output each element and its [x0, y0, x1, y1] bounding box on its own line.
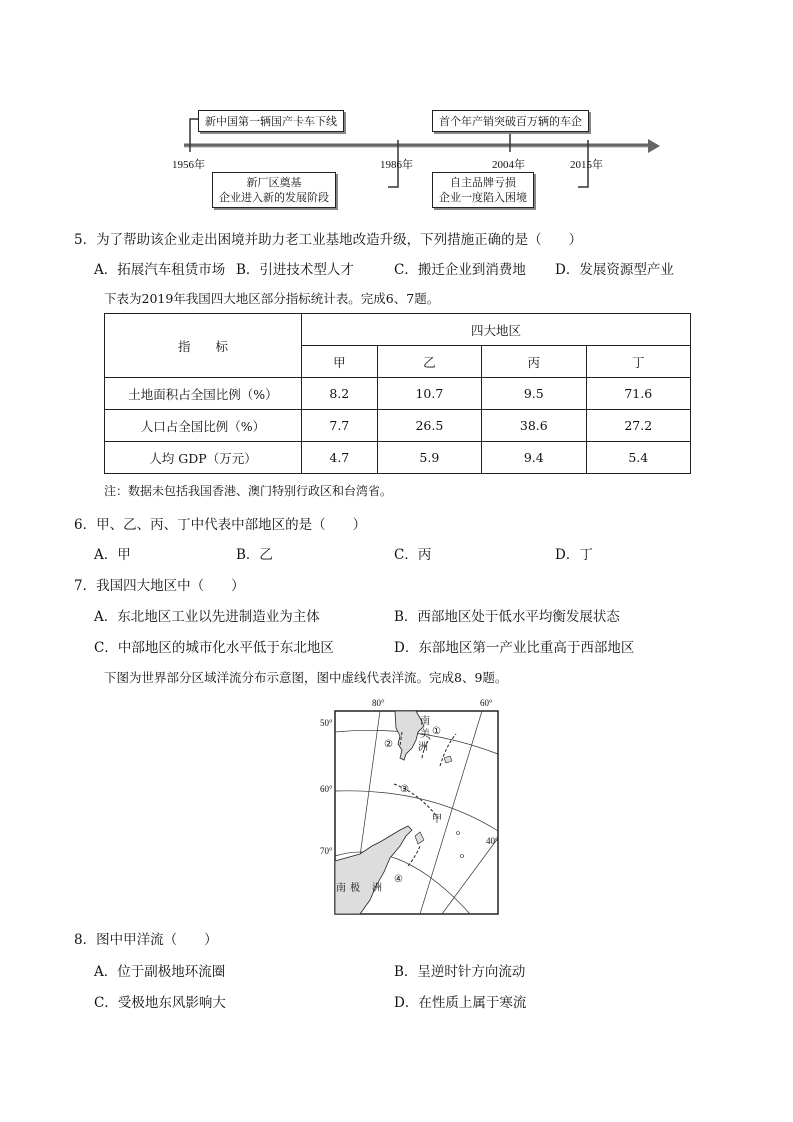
- table-region-header: 甲: [302, 346, 378, 378]
- timeline-event-1956: 新中国第一辆国产卡车下线: [198, 110, 344, 132]
- question-6-option-b[interactable]: B．乙: [236, 547, 273, 563]
- table-row-label: 人均 GDP（万元）: [105, 442, 302, 474]
- timeline-event-2004: 首个年产销突破百万辆的车企: [432, 110, 589, 132]
- question-5-option-c[interactable]: C．搬迁企业到消费地: [394, 262, 526, 278]
- question-8-stem: 8．图中甲洋流（ ）: [74, 932, 218, 948]
- table-cell: 8.2: [302, 378, 378, 410]
- timeline-event-2015-line2: 企业一度陷入困境: [439, 191, 527, 204]
- table-cell: 27.2: [586, 410, 690, 442]
- table-row: [105, 410, 691, 442]
- intro-questions-8-9: 下图为世界部分区域洋流分布示意图，图中虚线代表洋流。完成8、9题。: [104, 670, 508, 685]
- ocean-current-map-drawing: [320, 696, 510, 916]
- map-region-label: 极: [350, 883, 360, 894]
- region-stats-table: [104, 313, 691, 474]
- timeline-event-2015: [432, 172, 534, 208]
- map-current-label: ③: [400, 784, 409, 795]
- map-current-label: ④: [394, 874, 403, 885]
- table-group-header: 四大地区: [302, 314, 691, 346]
- table-cell: 7.7: [302, 410, 378, 442]
- question-6-option-a[interactable]: A．甲: [94, 547, 131, 563]
- question-7-option-a[interactable]: A．东北地区工业以先进制造业为主体: [94, 609, 320, 625]
- timeline-event-2015-line1: 自主品牌亏损: [450, 176, 516, 189]
- map-region-label: 洲: [372, 883, 382, 894]
- timeline-event-1986-line2: 企业进入新的发展阶段: [219, 191, 329, 204]
- timeline-event-1986-line1: 新厂区奠基: [246, 176, 302, 189]
- table-cell: 5.9: [377, 442, 481, 474]
- question-7-option-c[interactable]: C．中部地区的城市化水平低于东北地区: [94, 640, 334, 656]
- table-cell: 5.4: [586, 442, 690, 474]
- question-7-stem: 7．我国四大地区中（ ）: [74, 578, 245, 594]
- table-cell: 4.7: [302, 442, 378, 474]
- question-6-stem: 6．甲、乙、丙、丁中代表中部地区的是（ ）: [74, 517, 367, 533]
- table-cell: 9.4: [482, 442, 586, 474]
- table-row: [105, 442, 691, 474]
- timeline-year-2015: 2015年: [570, 159, 603, 171]
- intro-questions-6-7: 下表为2019年我国四大地区部分指标统计表。完成6、7题。: [104, 291, 440, 306]
- map-region-label: 美: [420, 729, 430, 740]
- question-5-option-b[interactable]: B．引进技术型人才: [236, 262, 354, 278]
- map-current-label: ②: [384, 739, 393, 750]
- timeline-year-1986: 1986年: [380, 159, 413, 171]
- table-region-header: 丙: [482, 346, 586, 378]
- question-5-option-d[interactable]: D．发展资源型产业: [555, 262, 674, 278]
- table-cell: 9.5: [482, 378, 586, 410]
- table-row-label: 土地面积占全国比例（%）: [105, 378, 302, 410]
- table-region-header: 丁: [586, 346, 690, 378]
- table-note: 注：数据未包括我国香港、澳门特别行政区和台湾省。: [104, 484, 393, 498]
- ocean-current-map: [320, 696, 510, 916]
- table-cell: 71.6: [586, 378, 690, 410]
- map-region-label: 南: [336, 883, 346, 894]
- question-7-option-d[interactable]: D．东部地区第一产业比重高于西部地区: [394, 640, 635, 656]
- table-row: [105, 378, 691, 410]
- table-region-header: 乙: [377, 346, 481, 378]
- map-lat-label: 70°: [320, 846, 333, 856]
- question-5-option-a[interactable]: A．拓展汽车租赁市场: [94, 262, 226, 278]
- table-cell: 10.7: [377, 378, 481, 410]
- map-lon-label: 80°: [372, 698, 385, 708]
- map-lon-label: 60°: [480, 698, 493, 708]
- map-region-label: 南: [420, 716, 430, 727]
- question-7-option-b[interactable]: B．西部地区处于低水平均衡发展状态: [394, 609, 620, 625]
- question-8-option-a[interactable]: A．位于副极地环流圈: [94, 964, 226, 980]
- table-cell: 38.6: [482, 410, 586, 442]
- table-row-label: 人口占全国比例（%）: [105, 410, 302, 442]
- question-6-option-c[interactable]: C．丙: [394, 547, 432, 563]
- timeline-year-2004: 2004年: [492, 159, 525, 171]
- map-lat-label: 50°: [320, 718, 333, 728]
- question-8-option-c[interactable]: C．受极地东风影响大: [94, 995, 226, 1011]
- map-current-a-label: 甲: [432, 814, 442, 825]
- map-lon-label: 40°: [486, 836, 499, 846]
- map-region-label: 洲: [418, 742, 428, 753]
- timeline-year-1956: 1956年: [172, 159, 205, 171]
- timeline-event-1986: [212, 172, 336, 208]
- question-8-option-d[interactable]: D．在性质上属于寒流: [394, 995, 527, 1011]
- map-lat-label: 60°: [320, 784, 333, 794]
- question-5-stem: 5．为了帮助该企业走出困境并助力老工业基地改造升级，下列措施正确的是（ ）: [74, 232, 583, 248]
- map-current-label: ①: [432, 726, 441, 737]
- table-cell: 26.5: [377, 410, 481, 442]
- question-8-option-b[interactable]: B．呈逆时针方向流动: [394, 964, 526, 980]
- table-index-header: 指 标: [105, 314, 302, 378]
- question-6-option-d[interactable]: D．丁: [555, 547, 593, 563]
